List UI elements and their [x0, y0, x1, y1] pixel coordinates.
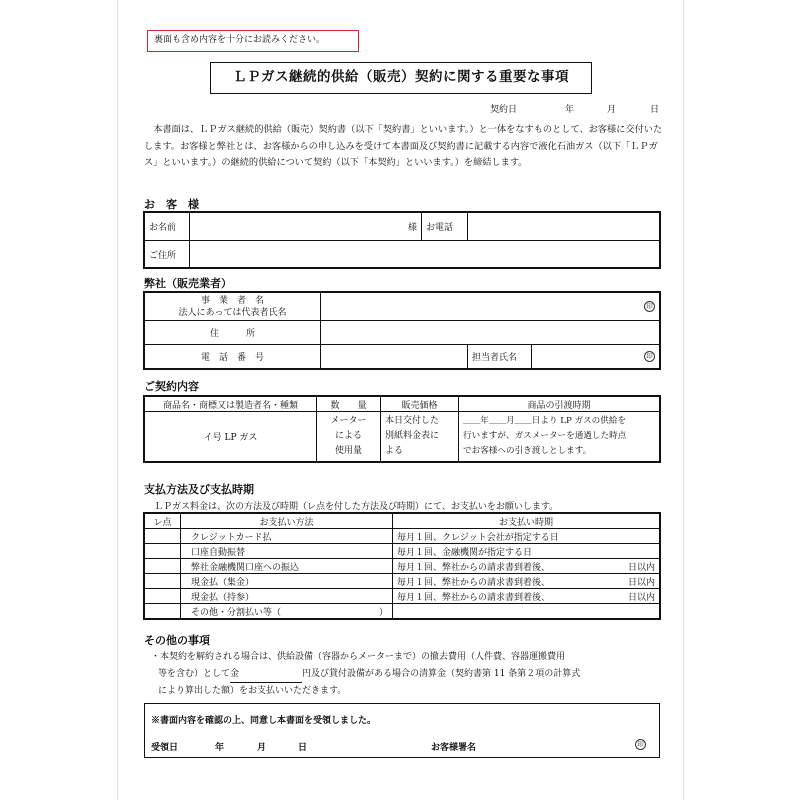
payment-method: 現金払（集金）: [181, 574, 393, 589]
quantity-line: メーター: [330, 416, 367, 426]
payment-timing: [393, 604, 660, 619]
payment-header-timing: お支払い時期: [393, 514, 660, 529]
contract-date-day: 日: [650, 105, 660, 115]
payment-table: [144, 513, 660, 619]
company-address-label: 住 所: [145, 321, 321, 345]
staff-label: 担当者氏名: [468, 345, 532, 369]
notice-box: 裏面も含め内容を十分にお読みください。: [147, 30, 359, 52]
seal-icon: 印: [644, 301, 655, 312]
company-table: [144, 292, 660, 369]
receipt-statement: ※書面内容を確認の上、同意し本書面を受領しました。: [151, 716, 377, 726]
payment-method-text: その他・分割払い等（: [191, 607, 282, 618]
fee-amount-field[interactable]: [230, 666, 302, 684]
payment-timing-text: 毎月１回、弊社からの請求書到着後、: [397, 562, 551, 573]
payment-header-method: お支払い方法: [181, 514, 393, 529]
other-line: ・本契約を解約される場合は、供給設備（容器からメーターまで）の撤去費用（人件費、容器運搬費用: [151, 652, 566, 662]
other-line: により算出した額）をお支払いいただきます。: [158, 686, 347, 696]
receipt-year: 年: [215, 743, 225, 753]
payment-checkbox[interactable]: [145, 529, 181, 544]
quantity-line: 使用量: [334, 446, 362, 456]
payment-timing: 毎月１回、金融機関が指定する日: [393, 544, 660, 559]
customer-phone-field[interactable]: [468, 213, 660, 241]
honorific: 様: [407, 223, 417, 233]
payment-timing-suffix: 日以内: [627, 592, 655, 603]
payment-heading: 支払方法及び支払時期: [144, 483, 254, 496]
payment-method: 弊社金融機関口座への振込: [181, 559, 393, 574]
staff-field[interactable]: [532, 345, 660, 369]
seal-icon: 印: [635, 739, 646, 750]
receipt-date-label: 受領日: [151, 743, 179, 753]
contract-header-delivery: 商品の引渡時期: [459, 397, 660, 412]
company-heading: 弊社（販売業者）: [144, 277, 232, 290]
payment-timing: [393, 559, 660, 574]
payment-timing: [393, 574, 660, 589]
contract-header-quantity: 数 量: [317, 397, 381, 412]
receipt-month: 月: [257, 743, 267, 753]
signature-label: お客様署名: [431, 743, 477, 753]
contract-price: [381, 412, 459, 462]
company-name-label-1: 事 業 者 名: [200, 295, 264, 306]
receipt-box: [144, 703, 660, 758]
other-line: [151, 666, 666, 684]
other-text: 等を含む）として: [158, 668, 231, 679]
customer-address-label: ご住所: [145, 241, 190, 268]
contract-quantity: [317, 412, 381, 462]
contract-date-label: 契約日: [490, 105, 518, 115]
payment-note: ＬＰガス料金は、次の方法及び時期（レ点を付した方法及び時期）にて、お支払いをお願いします。: [154, 502, 559, 512]
payment-checkbox[interactable]: [145, 589, 181, 604]
payment-timing: [393, 589, 660, 604]
customer-table: [144, 212, 660, 268]
receipt-day: 日: [298, 743, 308, 753]
price-line: 別紙料金表に: [385, 431, 440, 441]
contract-heading: ご契約内容: [144, 380, 199, 393]
payment-method: 現金払（持参）: [181, 589, 393, 604]
close-paren: ）: [378, 607, 388, 618]
payment-header-check: レ点: [145, 514, 181, 529]
contract-date: [490, 102, 660, 116]
document-page: [117, 0, 684, 800]
contract-delivery: [459, 412, 660, 462]
payment-timing-suffix: 日以内: [627, 577, 655, 588]
other-heading: その他の事項: [144, 634, 210, 647]
payment-method-other[interactable]: [181, 604, 393, 619]
customer-address-field[interactable]: [190, 241, 660, 268]
price-line: よる: [385, 446, 404, 456]
customer-name-field[interactable]: [190, 213, 422, 241]
currency-label: 金: [230, 668, 240, 679]
contract-date-year: 年: [565, 105, 575, 115]
company-address-field[interactable]: [321, 321, 660, 345]
customer-heading: お 客 様: [144, 198, 199, 211]
other-text: 円及び貸付設備がある場合の清算金（契約書第 11 条第２項の計算式: [302, 668, 581, 679]
company-name-label: [145, 293, 321, 321]
contract-date-month: 月: [607, 105, 617, 115]
other-paragraph: [151, 649, 666, 700]
price-line: 本日交付した: [385, 416, 440, 426]
signature-field[interactable]: [490, 738, 642, 752]
contract-table: [144, 396, 660, 462]
seal-icon: 印: [644, 351, 655, 362]
company-name-label-2: 法人にあっては代表者氏名: [178, 307, 287, 318]
quantity-line: による: [334, 431, 362, 441]
payment-checkbox[interactable]: [145, 574, 181, 589]
intro-paragraph: 本書面は、ＬＰガス継続的供給（販売）契約書（以下「契約書」といいます。）と一体をなすものとして、お客様に交付いたします。お客様と弊社とは、お客様からの申し込みを受けて本書面及び契約書に記載する内容で液化石油ガス（以下「ＬＰガス」といいます。）の継続的供給について契約（以下「本契約」といいます。）を締結します。: [144, 124, 663, 168]
customer-phone-label: お電話: [422, 213, 468, 241]
payment-method: クレジットカード払: [181, 529, 393, 544]
delivery-line: でお客様への引き渡しとします。: [463, 446, 592, 456]
company-phone-field[interactable]: [321, 345, 468, 369]
payment-checkbox[interactable]: [145, 604, 181, 619]
company-name-field[interactable]: [321, 293, 660, 321]
delivery-line: ＿＿年＿＿月＿＿日より LP ガスの供給を: [463, 416, 627, 426]
contract-header-price: 販売価格: [381, 397, 459, 412]
delivery-line: 行いますが、ガスメーターを通過した時点: [463, 431, 627, 441]
company-phone-label: 電 話 番 号: [145, 345, 321, 369]
payment-checkbox[interactable]: [145, 559, 181, 574]
payment-timing-text: 毎月１回、弊社からの請求書到着後、: [397, 592, 551, 603]
payment-timing: 毎月１回、クレジット会社が指定する日: [393, 529, 660, 544]
contract-product: イ号 LP ガス: [145, 412, 317, 462]
contract-header-product: 商品名・商標又は製造者名・種類: [145, 397, 317, 412]
customer-name-label: お名前: [145, 213, 190, 241]
payment-checkbox[interactable]: [145, 544, 181, 559]
document-title: ＬＰガス継続的供給（販売）契約に関する重要な事項: [210, 62, 592, 94]
payment-method: 口座自動振替: [181, 544, 393, 559]
payment-timing-text: 毎月１回、弊社からの請求書到着後、: [397, 577, 551, 588]
payment-timing-suffix: 日以内: [627, 562, 655, 573]
